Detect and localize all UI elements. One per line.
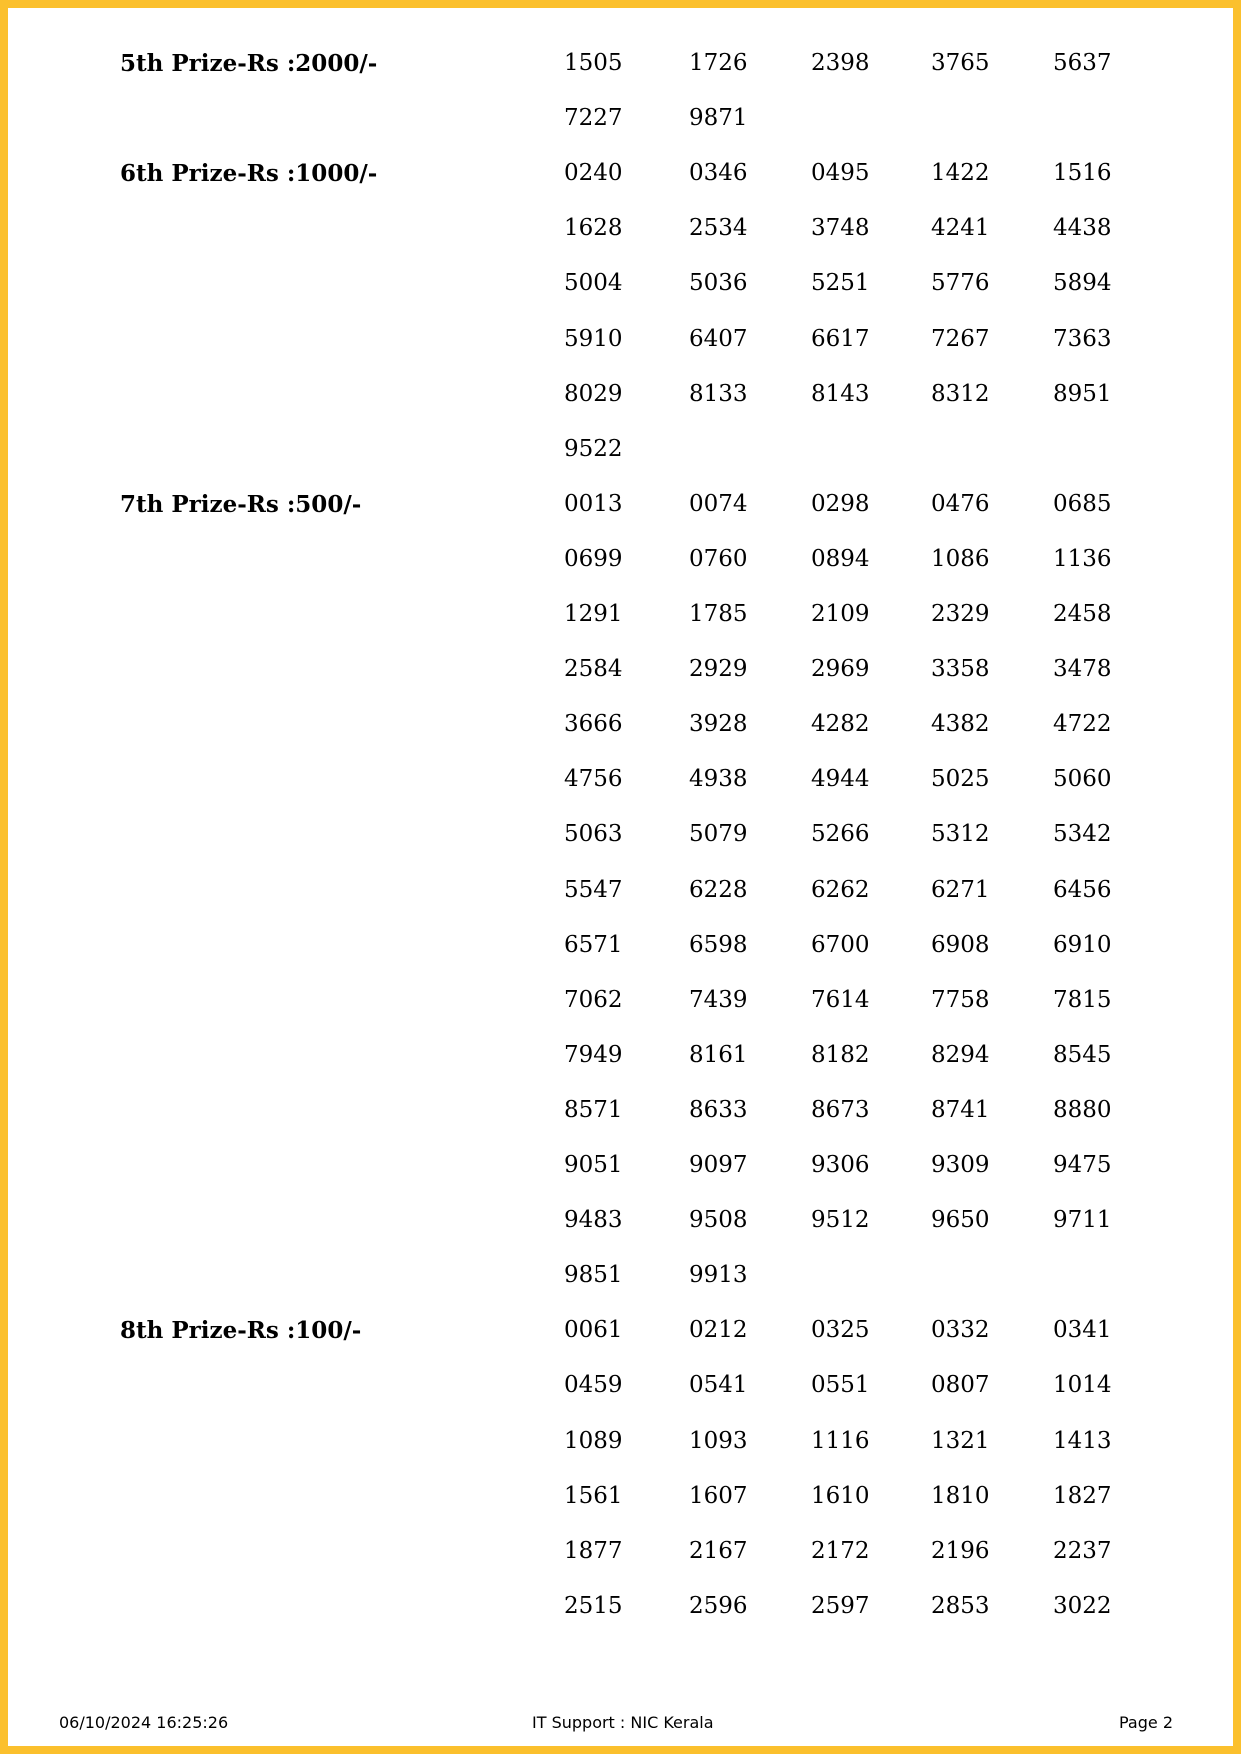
prize-number: 6700 (811, 931, 870, 958)
prize-number: 0551 (811, 1372, 870, 1399)
prize-number: 1014 (1053, 1372, 1112, 1399)
prize-number: 1810 (931, 1482, 990, 1509)
prize-number: 7614 (811, 986, 870, 1013)
prize-number: 8312 (931, 380, 990, 407)
prize-number: 9051 (564, 1152, 623, 1178)
prize-number: 8294 (931, 1041, 990, 1068)
prize-number: 0298 (811, 490, 870, 517)
prize-number: 2596 (689, 1592, 748, 1619)
prize-number: 5910 (564, 325, 623, 352)
prize-number: 1505 (564, 50, 623, 76)
prize-number: 1089 (564, 1427, 623, 1454)
prize-number: 8633 (689, 1096, 748, 1123)
prize-number: 2534 (689, 215, 748, 242)
prize-number: 2237 (1053, 1537, 1112, 1564)
footer-page-number: Page 2 (1119, 1713, 1173, 1732)
prize-number: 2597 (811, 1592, 870, 1619)
prize-label: 7th Prize-Rs :500/- (120, 490, 362, 518)
prize-number: 5025 (931, 766, 990, 793)
prize-number: 0212 (689, 1317, 748, 1344)
prize-number: 6598 (689, 931, 748, 958)
prize-number: 2398 (811, 50, 870, 76)
prize-number: 4282 (811, 711, 870, 738)
prize-number: 7439 (689, 986, 748, 1013)
prize-number: 0346 (689, 160, 748, 187)
prize-number: 2969 (811, 656, 870, 683)
prize-number: 7949 (564, 1041, 623, 1068)
prize-number: 5266 (811, 821, 870, 848)
prize-number: 5547 (564, 876, 623, 903)
prize-number: 0495 (811, 160, 870, 187)
prize-number: 1136 (1053, 545, 1112, 572)
prize-number: 5342 (1053, 821, 1112, 848)
prize-number: 1422 (931, 160, 990, 187)
prize-label: 6th Prize-Rs :1000/- (120, 160, 378, 188)
prize-number: 7267 (931, 325, 990, 352)
prize-number: 9309 (931, 1152, 990, 1178)
prize-number: 5060 (1053, 766, 1112, 793)
prize-number: 5776 (931, 270, 990, 297)
prize-number: 8673 (811, 1096, 870, 1123)
prize-number: 4756 (564, 766, 623, 793)
prize-number: 9913 (689, 1262, 748, 1289)
prize-number: 0332 (931, 1317, 990, 1344)
prize-number: 5312 (931, 821, 990, 848)
prize-number: 2584 (564, 656, 623, 683)
prize-number: 9522 (564, 435, 623, 462)
prize-number: 0807 (931, 1372, 990, 1399)
prize-number: 1093 (689, 1427, 748, 1454)
footer-datetime: 06/10/2024 16:25:26 (59, 1713, 229, 1732)
prize-number: 6571 (564, 931, 623, 958)
prize-number: 1291 (564, 601, 623, 627)
prize-number: 1413 (1053, 1427, 1112, 1454)
prize-number: 0459 (564, 1372, 623, 1399)
prize-number: 8571 (564, 1096, 623, 1123)
prize-number: 9097 (689, 1152, 748, 1178)
prize-number: 0894 (811, 545, 870, 572)
prize-number: 9483 (564, 1207, 623, 1234)
prize-number: 2172 (811, 1537, 870, 1564)
prize-number: 2167 (689, 1537, 748, 1564)
prize-number: 7363 (1053, 325, 1112, 352)
footer-support: IT Support : NIC Kerala (532, 1713, 714, 1732)
prize-number: 4938 (689, 766, 748, 793)
prize-number: 4722 (1053, 711, 1112, 738)
prize-number: 4241 (931, 215, 990, 242)
prize-number: 1726 (689, 50, 748, 76)
prize-number: 8951 (1053, 380, 1112, 407)
prize-number: 2329 (931, 601, 990, 627)
prize-number: 0541 (689, 1372, 748, 1399)
prize-label: 8th Prize-Rs :100/- (120, 1317, 362, 1345)
prize-number: 1086 (931, 545, 990, 572)
prize-number: 1785 (689, 601, 748, 627)
prize-number: 8133 (689, 380, 748, 407)
prize-number: 0760 (689, 545, 748, 572)
prize-number: 8143 (811, 380, 870, 407)
prize-number: 1610 (811, 1482, 870, 1509)
prize-number: 1321 (931, 1427, 990, 1454)
prize-number: 7815 (1053, 986, 1112, 1013)
prize-number: 3748 (811, 215, 870, 242)
prize-number: 6271 (931, 876, 990, 903)
prize-number: 2929 (689, 656, 748, 683)
prize-number: 9508 (689, 1207, 748, 1234)
prize-number: 6617 (811, 325, 870, 352)
prize-number: 1607 (689, 1482, 748, 1509)
prize-number: 0013 (564, 490, 623, 517)
prize-number: 3022 (1053, 1592, 1112, 1619)
prize-number: 3765 (931, 50, 990, 76)
prize-label: 5th Prize-Rs :2000/- (120, 50, 378, 77)
prize-number: 9650 (931, 1207, 990, 1234)
prize-number: 4382 (931, 711, 990, 738)
prize-number: 5079 (689, 821, 748, 848)
prize-number: 2515 (564, 1592, 623, 1619)
prize-number: 5036 (689, 270, 748, 297)
prize-number: 7062 (564, 986, 623, 1013)
prize-number: 9711 (1053, 1207, 1112, 1234)
prize-number: 1877 (564, 1537, 623, 1564)
prize-number: 1827 (1053, 1482, 1112, 1509)
prize-number: 1561 (564, 1482, 623, 1509)
prize-number: 9871 (689, 105, 748, 132)
prize-number: 0240 (564, 160, 623, 187)
prize-number: 6908 (931, 931, 990, 958)
prize-number: 8545 (1053, 1041, 1112, 1068)
prize-number: 5063 (564, 821, 623, 848)
prize-number: 0061 (564, 1317, 623, 1344)
prize-number: 2853 (931, 1592, 990, 1619)
prize-number: 1516 (1053, 160, 1112, 187)
prize-number: 8029 (564, 380, 623, 407)
prize-number: 6228 (689, 876, 748, 903)
prize-number: 5004 (564, 270, 623, 297)
prize-number: 3358 (931, 656, 990, 683)
prize-number: 3928 (689, 711, 748, 738)
prize-number: 9512 (811, 1207, 870, 1234)
prize-number: 6910 (1053, 931, 1112, 958)
prize-number: 5251 (811, 270, 870, 297)
prize-number: 2109 (811, 601, 870, 627)
prize-number: 3666 (564, 711, 623, 738)
prize-number: 8880 (1053, 1096, 1112, 1123)
prize-number: 1116 (811, 1427, 870, 1454)
prize-number: 3478 (1053, 656, 1112, 683)
prize-number: 8161 (689, 1041, 748, 1068)
prize-number: 6456 (1053, 876, 1112, 903)
prize-number: 9306 (811, 1152, 870, 1178)
prize-number: 9475 (1053, 1152, 1112, 1178)
prize-number: 7758 (931, 986, 990, 1013)
prize-number: 0325 (811, 1317, 870, 1344)
prize-number: 0074 (689, 490, 748, 517)
prize-number: 8182 (811, 1041, 870, 1068)
prize-number: 5637 (1053, 50, 1112, 76)
prize-number: 6407 (689, 325, 748, 352)
prize-number: 0341 (1053, 1317, 1112, 1344)
prize-number: 9851 (564, 1262, 623, 1289)
prize-number: 5894 (1053, 270, 1112, 297)
prize-number: 4438 (1053, 215, 1112, 242)
prize-number: 2458 (1053, 601, 1112, 627)
prize-number: 0699 (564, 545, 623, 572)
prize-number: 1628 (564, 215, 623, 242)
prize-number: 0476 (931, 490, 990, 517)
prize-number: 0685 (1053, 490, 1112, 517)
prize-number: 7227 (564, 105, 623, 132)
prize-number: 8741 (931, 1096, 990, 1123)
prize-number: 4944 (811, 766, 870, 793)
prize-number: 2196 (931, 1537, 990, 1564)
prize-number: 6262 (811, 876, 870, 903)
